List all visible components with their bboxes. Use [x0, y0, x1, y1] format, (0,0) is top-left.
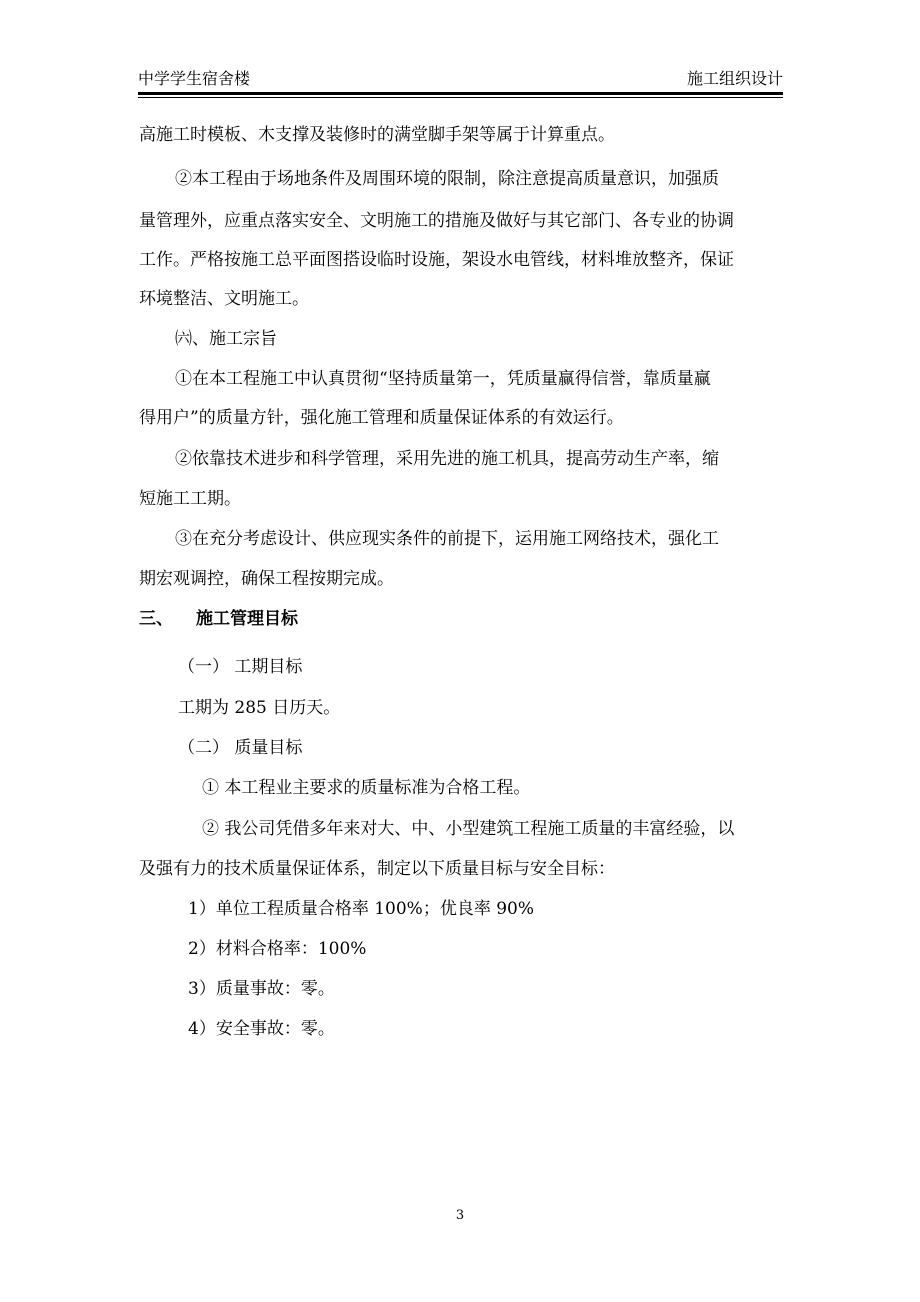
paragraph-line: 工作。严格按施工总平面图搭设临时设施，架设水电管线，材料堆放整齐，保证 — [139, 250, 734, 270]
chapter-number: 三、 — [139, 609, 173, 629]
paragraph-line: 得用户”的质量方针，强化施工管理和质量保证体系的有效运行。 — [139, 408, 624, 428]
header-rule-thick — [138, 92, 783, 95]
header-section-title: 施工组织设计 — [686, 69, 783, 88]
page-header — [138, 62, 783, 92]
paragraph-line: ② 我公司凭借多年来对大、中、小型建筑工程施工质量的丰富经验，以 — [202, 819, 735, 839]
goal-item: 1）单位工程质量合格率 100%；优良率 90% — [188, 899, 535, 919]
paragraph-line: 量管理外，应重点落实安全、文明施工的措施及做好与其它部门、各专业的协调 — [139, 211, 734, 231]
paragraph-line: ①在本工程施工中认真贯彻“坚持质量第一，凭质量赢得信誉，靠质量赢 — [175, 369, 711, 389]
paragraph-line: ③在充分考虑设计、供应现实条件的前提下，运用施工网络技术，强化工 — [175, 529, 719, 549]
section-heading: ㈥、施工宗旨 — [175, 329, 277, 349]
chapter-title: 施工管理目标 — [196, 609, 298, 629]
paragraph-line: 工期为 285 日历天。 — [178, 698, 341, 718]
paragraph-line: 及强有力的技术质量保证体系，制定以下质量目标与安全目标： — [139, 859, 615, 879]
subsection-heading: （一） 工期目标 — [178, 657, 303, 677]
subsection-heading: （二） 质量目标 — [178, 738, 303, 758]
paragraph-line: 环境整洁、文明施工。 — [139, 289, 309, 309]
paragraph-line: ②依靠技术进步和科学管理，采用先进的施工机具，提高劳动生产率，缩 — [175, 449, 719, 469]
paragraph-line: 短施工工期。 — [139, 489, 241, 509]
goal-item: 4）安全事故：零。 — [188, 1019, 335, 1039]
paragraph-line: ②本工程由于场地条件及周围环境的限制，除注意提高质量意识，加强质 — [175, 169, 719, 189]
header-document-title: 中学学生宿舍楼 — [138, 69, 251, 88]
header-rule-thin — [138, 97, 783, 98]
goal-item: 3）质量事故：零。 — [188, 979, 335, 999]
paragraph-line: 高施工时模板、木支撑及装修时的满堂脚手架等属于计算重点。 — [139, 125, 615, 145]
list-item: ① 本工程业主要求的质量标准为合格工程。 — [202, 778, 531, 798]
paragraph-line: 期宏观调控，确保工程按期完成。 — [139, 569, 394, 589]
goal-item: 2）材料合格率：100% — [188, 939, 367, 959]
page-number: 3 — [455, 1208, 465, 1223]
